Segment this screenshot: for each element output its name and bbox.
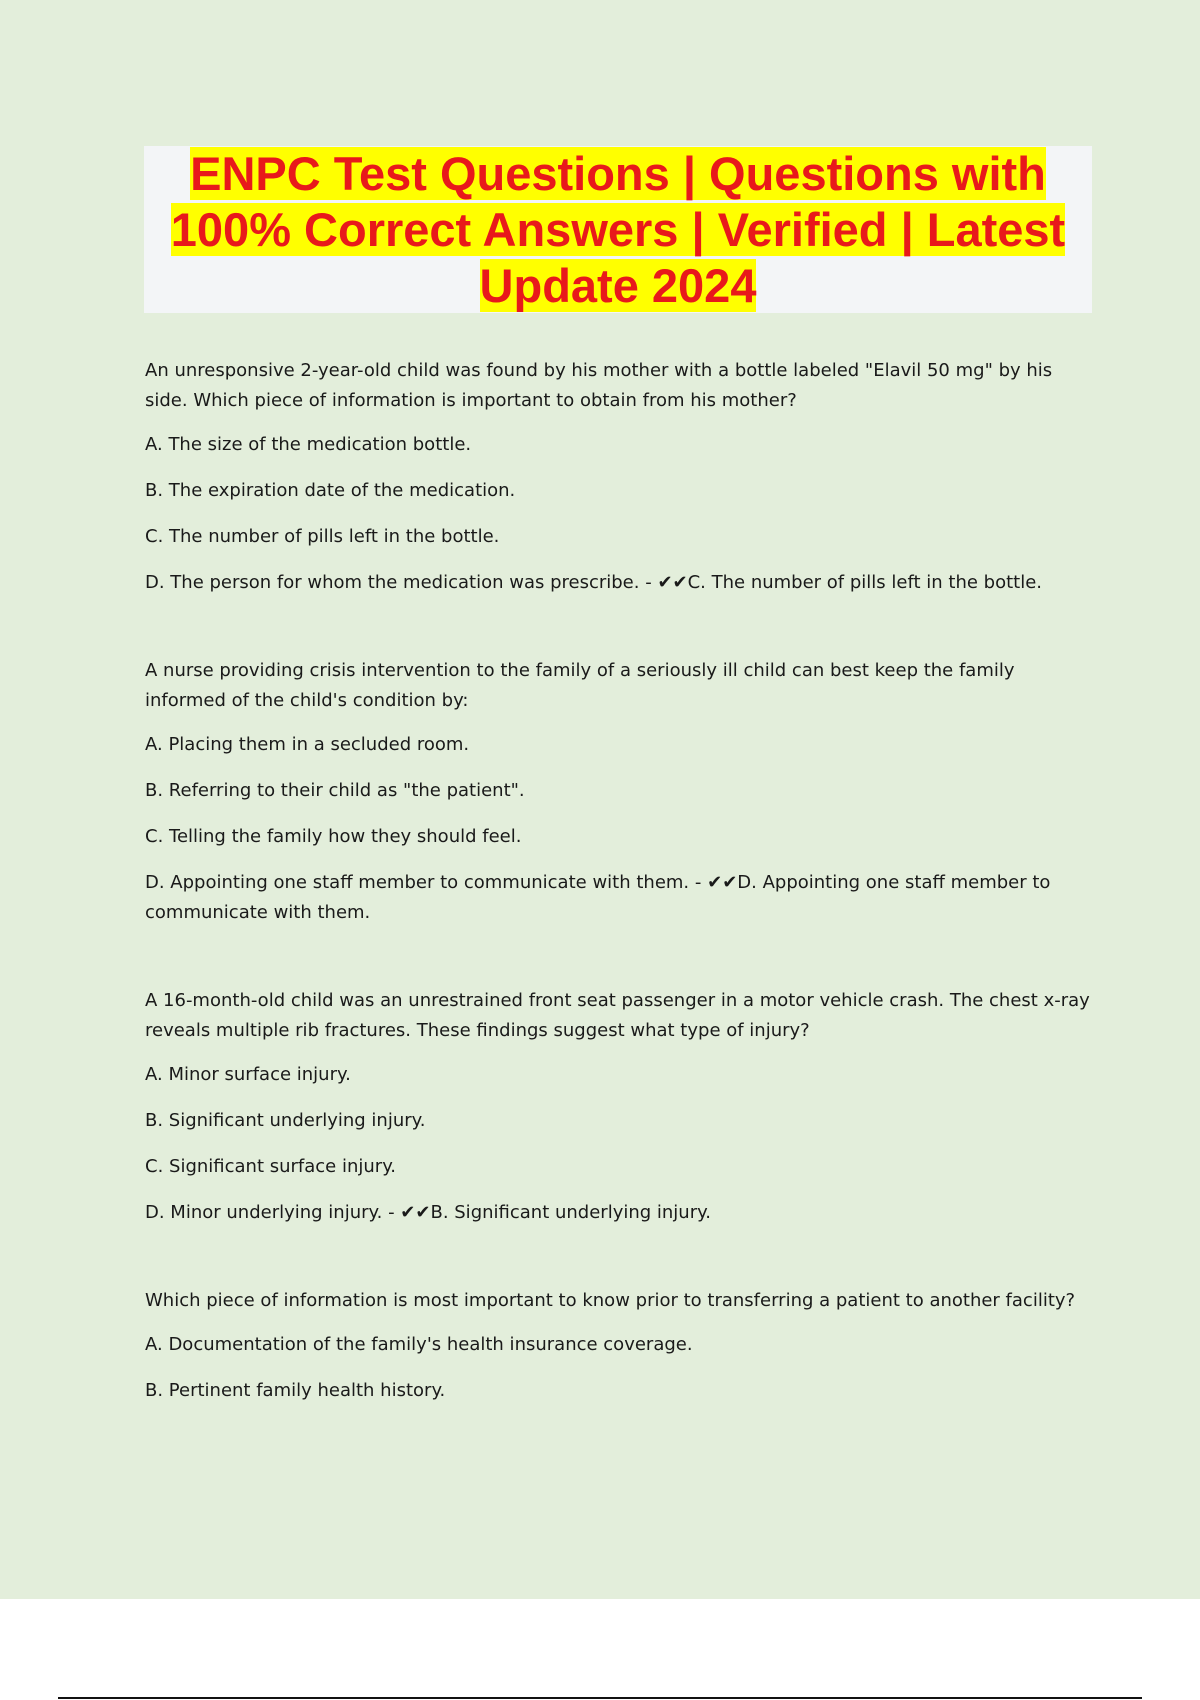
- question-text: An unresponsive 2-year-old child was found by his mother with a bottle labeled "Elavil 50 mg" by his side. Which piece of information is important to obtain from his mother?: [145, 360, 1053, 411]
- option-d-with-answer: D. The person for whom the medication was prescribe. - ✔✔C. The number of pills left in the bottle.: [145, 572, 1043, 593]
- title-line: ENPC Test Questions | Questions with: [190, 147, 1046, 200]
- option-a: A. Minor surface injury.: [145, 1064, 351, 1085]
- option-c: C. Significant surface injury.: [145, 1156, 396, 1177]
- question-text: A nurse providing crisis intervention to the family of a seriously ill child can best keep the family informed of the child's condition by:: [145, 660, 1015, 711]
- option-a: A. The size of the medication bottle.: [145, 434, 472, 455]
- option-b: B. Referring to their child as "the patient".: [145, 780, 525, 801]
- correct-answer: D. Appointing one staff member to communicate with them.: [145, 872, 1051, 923]
- title-line: Update 2024: [479, 259, 757, 312]
- correct-answer: B. Significant underlying injury.: [430, 1202, 711, 1223]
- option-b: B. The expiration date of the medication.: [145, 480, 516, 501]
- question-item: [145, 656, 1090, 928]
- option-d: D. The person for whom the medication was prescribe.: [145, 572, 640, 593]
- correct-answer: C. The number of pills left in the bottle.: [687, 572, 1043, 593]
- option-d-with-answer: D. Appointing one staff member to communicate with them. - ✔✔D. Appointing one staff member to communicate with them.: [145, 872, 1051, 923]
- document-title-box: [144, 146, 1092, 313]
- footer-divider: [58, 1697, 1142, 1699]
- option-c: C. The number of pills left in the bottle.: [145, 526, 500, 547]
- question-item: [145, 986, 1090, 1228]
- question-list: [145, 356, 1090, 1464]
- title-line: 100% Correct Answers | Verified | Latest: [170, 203, 1066, 256]
- option-d: D. Minor underlying injury.: [145, 1202, 383, 1223]
- document-title: [144, 146, 1092, 314]
- option-d-with-answer: D. Minor underlying injury. - ✔✔B. Significant underlying injury.: [145, 1202, 711, 1223]
- option-d: D. Appointing one staff member to communicate with them.: [145, 872, 690, 893]
- question-item: [145, 356, 1090, 598]
- question-text: Which piece of information is most important to know prior to transferring a patient to another facility?: [145, 1290, 1076, 1311]
- question-text: A 16-month-old child was an unrestrained front seat passenger in a motor vehicle crash. The chest x-ray reveals multiple rib fractures. These findings suggest what type of injury?: [145, 990, 1090, 1041]
- option-a: A. Documentation of the family's health insurance coverage.: [145, 1334, 693, 1355]
- check-mark-icon: ✔✔: [707, 872, 738, 893]
- check-mark-icon: ✔✔: [400, 1202, 431, 1223]
- option-b: B. Pertinent family health history.: [145, 1380, 446, 1401]
- option-a: A. Placing them in a secluded room.: [145, 734, 470, 755]
- check-mark-icon: ✔✔: [657, 572, 688, 593]
- option-c: C. Telling the family how they should feel.: [145, 826, 522, 847]
- question-item: [145, 1286, 1090, 1406]
- option-b: B. Significant underlying injury.: [145, 1110, 426, 1131]
